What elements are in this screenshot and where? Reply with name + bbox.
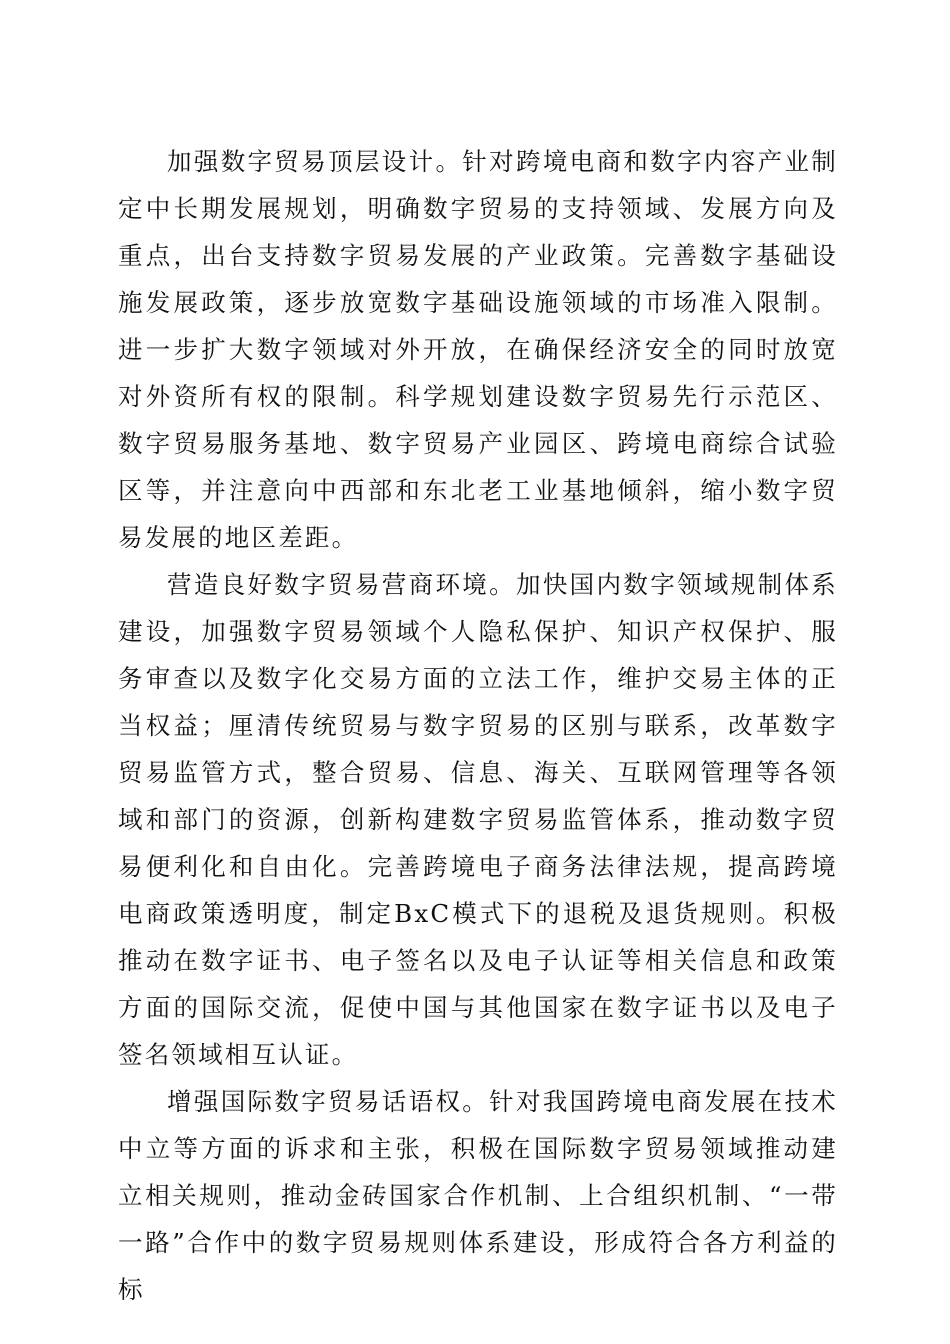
paragraph-top-level-design: 加强数字贸易顶层设计。针对跨境电商和数字内容产业制定中长期发展规划，明确数字贸易的支持领域、发展方向及重点，出台支持数字贸易发展的产业政策。完善数字基础设施发展政策，逐步放宽数字基础设施领域的市场准入限制。进一步扩大数字领域对外开放，在确保经济安全的同时放宽对外资所有权的限制。科学规划建设数字贸易先行示范区、数字贸易服务基地、数字贸易产业园区、跨境电商综合试验区等，并注意向中西部和东北老工业基地倾斜，缩小数字贸易发展的地区差距。 [118,147,838,552]
paragraph-international-discourse: 增强国际数字贸易话语权。针对我国跨境电商发展在技术中立等方面的诉求和主张，积极在国际数字贸易领域推动建立相关规则，推动金砖国家合作机制、上合组织机制、“一带一路”合作中的数字贸易规则体系建设，形成符合各方利益的标 [118,1087,838,1304]
paragraph-business-environment: 营造良好数字贸易营商环境。加快国内数字领域规制体系建设，加强数字贸易领域个人隐私保护、知识产权保护、服务审查以及数字化交易方面的立法工作，维护交易主体的正当权益；厘清传统贸易与数字贸易的区别与联系，改革数字贸易监管方式，整合贸易、信息、海关、互联网管理等各领域和部门的资源，创新构建数字贸易监管体系，推动数字贸易便利化和自由化。完善跨境电子商务法律法规，提高跨境电商政策透明度，制定BxC模式下的退税及退货规则。积极推动在数字证书、电子签名以及电子认证等相关信息和政策方面的国际交流，促使中国与其他国家在数字证书以及电子签名领域相互认证。 [118,570,838,1069]
body-text [118,138,838,1313]
